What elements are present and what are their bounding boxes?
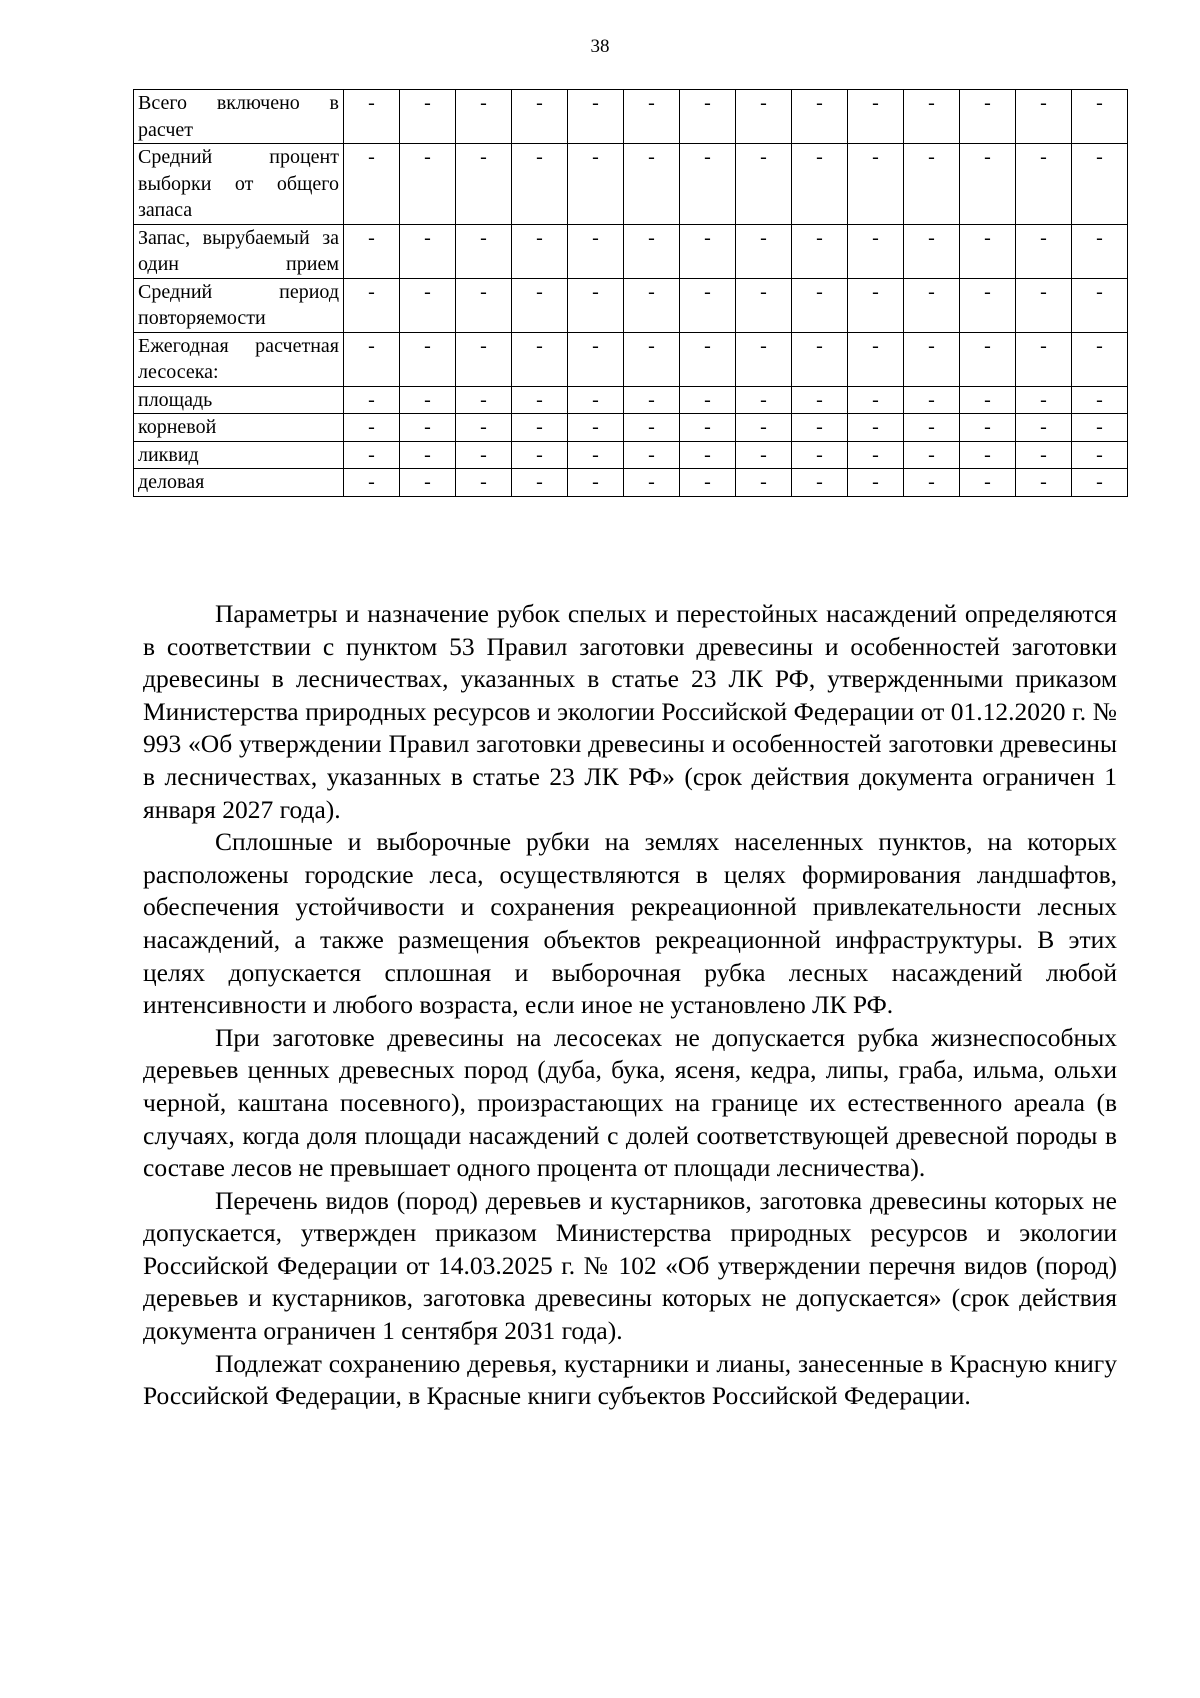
table-cell: - xyxy=(400,332,456,386)
calculation-table xyxy=(133,89,1128,497)
table-cell: - xyxy=(1072,441,1128,469)
table-cell: - xyxy=(736,144,792,225)
table-cell: - xyxy=(1072,386,1128,414)
table-row xyxy=(134,224,1128,278)
table-cell: - xyxy=(400,441,456,469)
table-row xyxy=(134,414,1128,442)
table-cell: - xyxy=(680,144,736,225)
table-cell: - xyxy=(344,386,400,414)
table-cell: - xyxy=(680,414,736,442)
table-cell: - xyxy=(400,224,456,278)
table-cell: - xyxy=(624,441,680,469)
table-cell: - xyxy=(1016,224,1072,278)
table-cell: - xyxy=(1016,441,1072,469)
table-cell: - xyxy=(848,469,904,497)
table-cell: - xyxy=(792,90,848,144)
paragraph: Параметры и назначение рубок спелых и перестойных насаждений определяются в соответствии с пунктом 53 Правил заготовки древесины и особенностей заготовки древесины в лесничествах, указанных в статье 23 ЛК РФ, утвержденными приказом Министерства природных ресурсов и экологии Российской Федерации от 01.12.2020 г. № 993 «Об утверждении Правил заготовки древесины и особенностей заготовки древесины в лесничествах, указанных в статье 23 ЛК РФ» (срок действия документа ограничен 1 января 2027 года). xyxy=(143,599,1117,824)
table-cell: - xyxy=(1072,278,1128,332)
table-cell: - xyxy=(960,90,1016,144)
table-cell: - xyxy=(680,386,736,414)
table-cell: - xyxy=(680,90,736,144)
table-cell: - xyxy=(792,386,848,414)
table-cell: - xyxy=(512,332,568,386)
table-cell: - xyxy=(792,469,848,497)
table-row xyxy=(134,278,1128,332)
table-cell: - xyxy=(1072,144,1128,225)
table-cell: - xyxy=(512,278,568,332)
table-cell: - xyxy=(1016,90,1072,144)
table-cell: - xyxy=(792,332,848,386)
table-cell: - xyxy=(848,332,904,386)
table-cell: - xyxy=(456,278,512,332)
table-cell: - xyxy=(512,441,568,469)
table-cell: - xyxy=(848,144,904,225)
row-label: Средний период повторяемости xyxy=(134,278,344,332)
table-cell: - xyxy=(400,469,456,497)
table-cell: - xyxy=(904,386,960,414)
table-cell: - xyxy=(512,386,568,414)
table-cell: - xyxy=(792,441,848,469)
table-cell: - xyxy=(456,386,512,414)
table-cell: - xyxy=(624,332,680,386)
table-cell: - xyxy=(400,386,456,414)
table-cell: - xyxy=(456,144,512,225)
table-cell: - xyxy=(680,441,736,469)
table-cell: - xyxy=(456,90,512,144)
paragraph: Перечень видов (пород) деревьев и кустарников, заготовка древесины которых не допускается, утвержден приказом Министерства природных ресурсов и экологии Российской Федерации от 14.03.2025 г. № 102 «Об утверждении перечня видов (пород) деревьев и кустарников, заготовка древесины которых не допускается» (срок действия документа ограничен 1 сентября 2031 года). xyxy=(143,1185,1117,1346)
table-cell: - xyxy=(1016,278,1072,332)
table-row xyxy=(134,332,1128,386)
table-cell: - xyxy=(1016,144,1072,225)
table-cell: - xyxy=(344,441,400,469)
table-cell: - xyxy=(792,414,848,442)
table-cell: - xyxy=(904,144,960,225)
table-cell: - xyxy=(400,144,456,225)
table-cell: - xyxy=(792,144,848,225)
table-cell: - xyxy=(904,469,960,497)
row-label: Средний процент выборки от общего запаса xyxy=(134,144,344,225)
table-cell: - xyxy=(736,332,792,386)
table-cell: - xyxy=(624,278,680,332)
table-cell: - xyxy=(792,278,848,332)
table-cell: - xyxy=(792,224,848,278)
table-cell: - xyxy=(1072,469,1128,497)
row-label: деловая xyxy=(134,469,344,497)
paragraph: При заготовке древесины на лесосеках не допускается рубка жизнеспособных деревьев ценных древесных пород (дуба, бука, ясеня, кедра, липы, граба, ильма, ольхи черной, каштана посевного), произрастающих на границе их естественного ареала (в случаях, когда доля площади насаждений с долей соответствующей древесной породы в составе лесов не превышает одного процента от площади лесничества). xyxy=(143,1022,1117,1183)
table-cell: - xyxy=(344,224,400,278)
table-cell: - xyxy=(1072,224,1128,278)
table-cell: - xyxy=(736,469,792,497)
table-cell: - xyxy=(344,414,400,442)
row-label: Ежегодная расчетная лесосека: xyxy=(134,332,344,386)
table-cell: - xyxy=(568,332,624,386)
table-row xyxy=(134,144,1128,225)
table-cell: - xyxy=(960,144,1016,225)
table-cell: - xyxy=(1072,414,1128,442)
table-cell: - xyxy=(848,278,904,332)
table-cell: - xyxy=(848,224,904,278)
table-cell: - xyxy=(904,441,960,469)
table-cell: - xyxy=(1016,332,1072,386)
table-cell: - xyxy=(400,278,456,332)
table-body xyxy=(134,90,1128,497)
table-cell: - xyxy=(960,469,1016,497)
table-cell: - xyxy=(400,414,456,442)
table-cell: - xyxy=(960,332,1016,386)
table-cell: - xyxy=(960,414,1016,442)
table-cell: - xyxy=(736,414,792,442)
paragraph: Сплошные и выборочные рубки на землях населенных пунктов, на которых расположены городские леса, осуществляются в целях формирования ландшафтов, обеспечения устойчивости и сохранения рекреационной привлекательности лесных насаждений, а также размещения объектов рекреационной инфраструктуры. В этих целях допускается сплошная и выборочная рубка лесных насаждений любой интенсивности и любого возраста, если иное не установлено ЛК РФ. xyxy=(143,827,1117,1020)
table-cell: - xyxy=(848,414,904,442)
table-cell: - xyxy=(960,386,1016,414)
table-cell: - xyxy=(512,224,568,278)
table-cell: - xyxy=(960,441,1016,469)
table-cell: - xyxy=(680,469,736,497)
row-label: Запас, вырубаемый за один прием xyxy=(134,224,344,278)
row-label: площадь xyxy=(134,386,344,414)
table-row xyxy=(134,441,1128,469)
table-cell: - xyxy=(456,224,512,278)
table-cell: - xyxy=(848,441,904,469)
table-cell: - xyxy=(904,332,960,386)
table-cell: - xyxy=(736,224,792,278)
row-label: корневой xyxy=(134,414,344,442)
table-cell: - xyxy=(1016,386,1072,414)
table-row xyxy=(134,469,1128,497)
table-cell: - xyxy=(512,469,568,497)
table-cell: - xyxy=(624,90,680,144)
table-cell: - xyxy=(1016,414,1072,442)
table-row xyxy=(134,90,1128,144)
body-text xyxy=(143,598,1117,1413)
table-cell: - xyxy=(512,414,568,442)
table-cell: - xyxy=(456,332,512,386)
table-cell: - xyxy=(344,278,400,332)
paragraph: Подлежат сохранению деревья, кустарники и лианы, занесенные в Красную книгу Российской Федерации, в Красные книги субъектов Российской Федерации. xyxy=(143,1348,1117,1411)
table-cell: - xyxy=(624,414,680,442)
table-cell: - xyxy=(568,469,624,497)
table-cell: - xyxy=(568,90,624,144)
table-cell: - xyxy=(568,144,624,225)
page-number: 38 xyxy=(590,36,610,57)
table-cell: - xyxy=(904,278,960,332)
table-cell: - xyxy=(568,278,624,332)
table-cell: - xyxy=(624,224,680,278)
table-cell: - xyxy=(568,386,624,414)
table-cell: - xyxy=(736,90,792,144)
table-cell: - xyxy=(1016,469,1072,497)
table-row xyxy=(134,386,1128,414)
table-cell: - xyxy=(960,224,1016,278)
table-cell: - xyxy=(400,90,456,144)
table-cell: - xyxy=(624,469,680,497)
table-cell: - xyxy=(512,90,568,144)
table-cell: - xyxy=(904,90,960,144)
table-cell: - xyxy=(624,144,680,225)
table-cell: - xyxy=(344,469,400,497)
table-cell: - xyxy=(456,469,512,497)
table-cell: - xyxy=(512,144,568,225)
table-cell: - xyxy=(904,414,960,442)
table-cell: - xyxy=(960,278,1016,332)
table-cell: - xyxy=(568,414,624,442)
table-cell: - xyxy=(736,386,792,414)
table-cell: - xyxy=(680,332,736,386)
table-cell: - xyxy=(904,224,960,278)
table-cell: - xyxy=(456,441,512,469)
table-cell: - xyxy=(568,224,624,278)
row-label: ликвид xyxy=(134,441,344,469)
table-cell: - xyxy=(736,278,792,332)
table-cell: - xyxy=(848,90,904,144)
table-cell: - xyxy=(1072,90,1128,144)
table-cell: - xyxy=(680,278,736,332)
table-cell: - xyxy=(344,332,400,386)
table-cell: - xyxy=(736,441,792,469)
table-cell: - xyxy=(624,386,680,414)
table-cell: - xyxy=(1072,332,1128,386)
table-cell: - xyxy=(456,414,512,442)
table-cell: - xyxy=(344,90,400,144)
table-cell: - xyxy=(680,224,736,278)
table-cell: - xyxy=(568,441,624,469)
table-cell: - xyxy=(344,144,400,225)
row-label: Всего включено в расчет xyxy=(134,90,344,144)
table-cell: - xyxy=(848,386,904,414)
